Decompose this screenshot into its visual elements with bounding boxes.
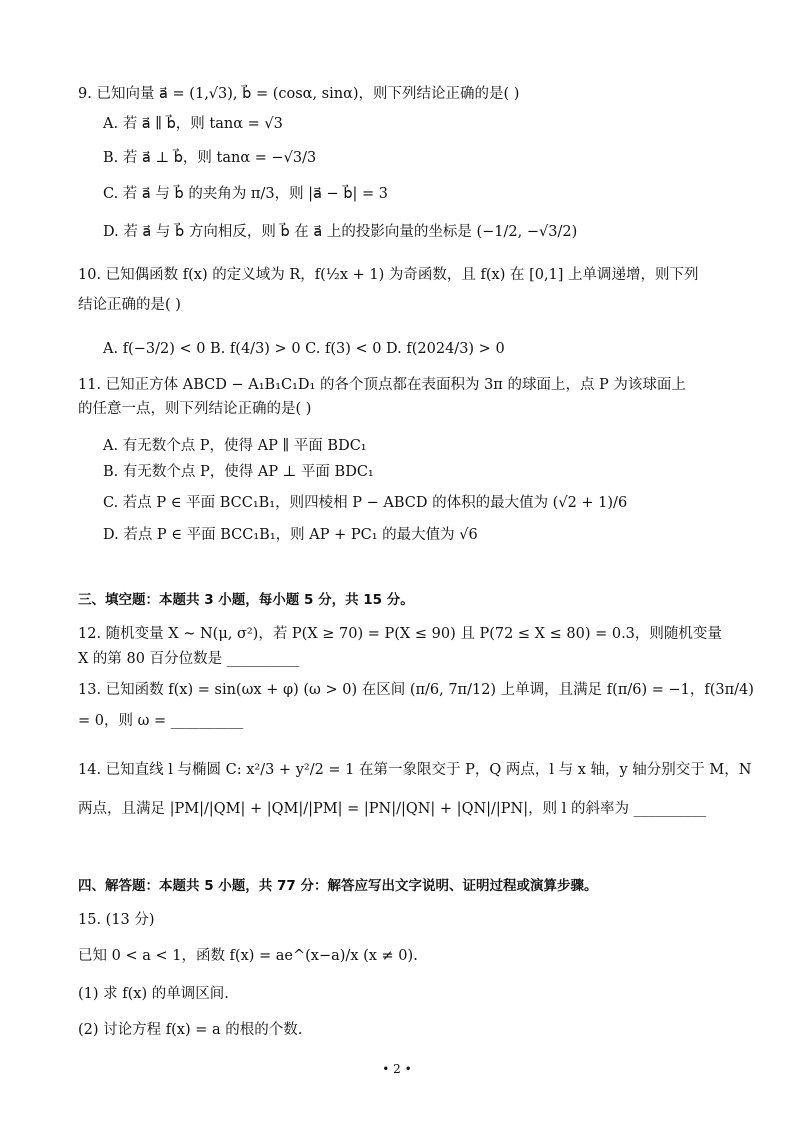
question-15-part-2: (2) 讨论方程 f(x) = a 的根的个数. (78, 1022, 303, 1038)
question-15-title: 15. (13 分) (78, 912, 155, 928)
question-15-part-1: (1) 求 f(x) 的单调区间. (78, 986, 229, 1002)
question-11-stem: 11. 已知正方体 ABCD − A₁B₁C₁D₁ 的各个顶点都在表面积为 3π 的球面上，点 P 为该球面上 (78, 377, 686, 393)
page-number: • 2 • (382, 1062, 412, 1076)
question-11-stem-cont: 的任意一点，则下列结论正确的是( ) (78, 401, 312, 417)
section-4-heading: 四、解答题：本题共 5 小题，共 77 分：解答应写出文字说明、证明过程或演算步骤。 (78, 878, 598, 894)
question-10-stem-cont: 结论正确的是( ) (78, 297, 181, 313)
question-14-stem-cont: 两点，且满足 |PM|/|QM| + |QM|/|PM| = |PN|/|QN| + |QN|/|PN|，则 l 的斜率为 __________ (78, 801, 707, 817)
question-9-option-c: C. 若 a⃗ 与 b⃗ 的夹角为 π/3，则 |a⃗ − b⃗| = 3 (103, 186, 389, 202)
question-13-stem-cont: = 0，则 ω = __________ (78, 713, 244, 729)
section-3-heading: 三、填空题：本题共 3 小题，每小题 5 分，共 15 分。 (78, 592, 414, 608)
question-12-stem: 12. 随机变量 X ~ N(μ, σ²)，若 P(X ≥ 70) = P(X ≤ 90) 且 P(72 ≤ X ≤ 80) = 0.3，则随机变量 (78, 626, 722, 642)
question-9-option-b: B. 若 a⃗ ⊥ b⃗，则 tanα = −√3/3 (103, 150, 317, 166)
question-9-option-a: A. 若 a⃗ ∥ b⃗，则 tanα = √3 (103, 116, 283, 132)
question-11-option-b: B. 有无数个点 P，使得 AP ⊥ 平面 BDC₁ (103, 464, 374, 480)
question-14-stem: 14. 已知直线 l 与椭圆 C: x²/3 + y²/2 = 1 在第一象限交于 P，Q 两点，l 与 x 轴，y 轴分别交于 M，N (78, 762, 752, 778)
question-9-option-d: D. 若 a⃗ 与 b⃗ 方向相反，则 b⃗ 在 a⃗ 上的投影向量的坐标是 (−1/2, −√3/2) (103, 224, 578, 240)
question-10-stem: 10. 已知偶函数 f(x) 的定义域为 R，f(½x + 1) 为奇函数，且 f(x) 在 [0,1] 上单调递增，则下列 (78, 267, 699, 283)
question-13-stem: 13. 已知函数 f(x) = sin(ωx + φ) (ω > 0) 在区间 (π/6, 7π/12) 上单调，且满足 f(π/6) = −1，f(3π/4) (78, 682, 754, 698)
question-11-option-c: C. 若点 P ∈ 平面 BCC₁B₁，则四棱相 P − ABCD 的体积的最大值为 (√2 + 1)/6 (103, 495, 628, 511)
question-9-stem: 9. 已知向量 a⃗ = (1,√3), b⃗ = (cosα, sinα)，则下列结论正确的是( ) (78, 86, 520, 102)
question-10-options: A. f(−3/2) < 0 B. f(4/3) > 0 C. f(3) < 0 D. f(2024/3) > 0 (103, 341, 505, 357)
question-11-option-d: D. 若点 P ∈ 平面 BCC₁B₁，则 AP + PC₁ 的最大值为 √6 (103, 527, 478, 543)
question-11-option-a: A. 有无数个点 P，使得 AP ∥ 平面 BDC₁ (103, 438, 367, 454)
question-12-stem-cont: X 的第 80 百分位数是 __________ (78, 651, 300, 667)
question-15-stem: 已知 0 < a < 1，函数 f(x) = ae^(x−a)/x (x ≠ 0). (78, 948, 418, 964)
